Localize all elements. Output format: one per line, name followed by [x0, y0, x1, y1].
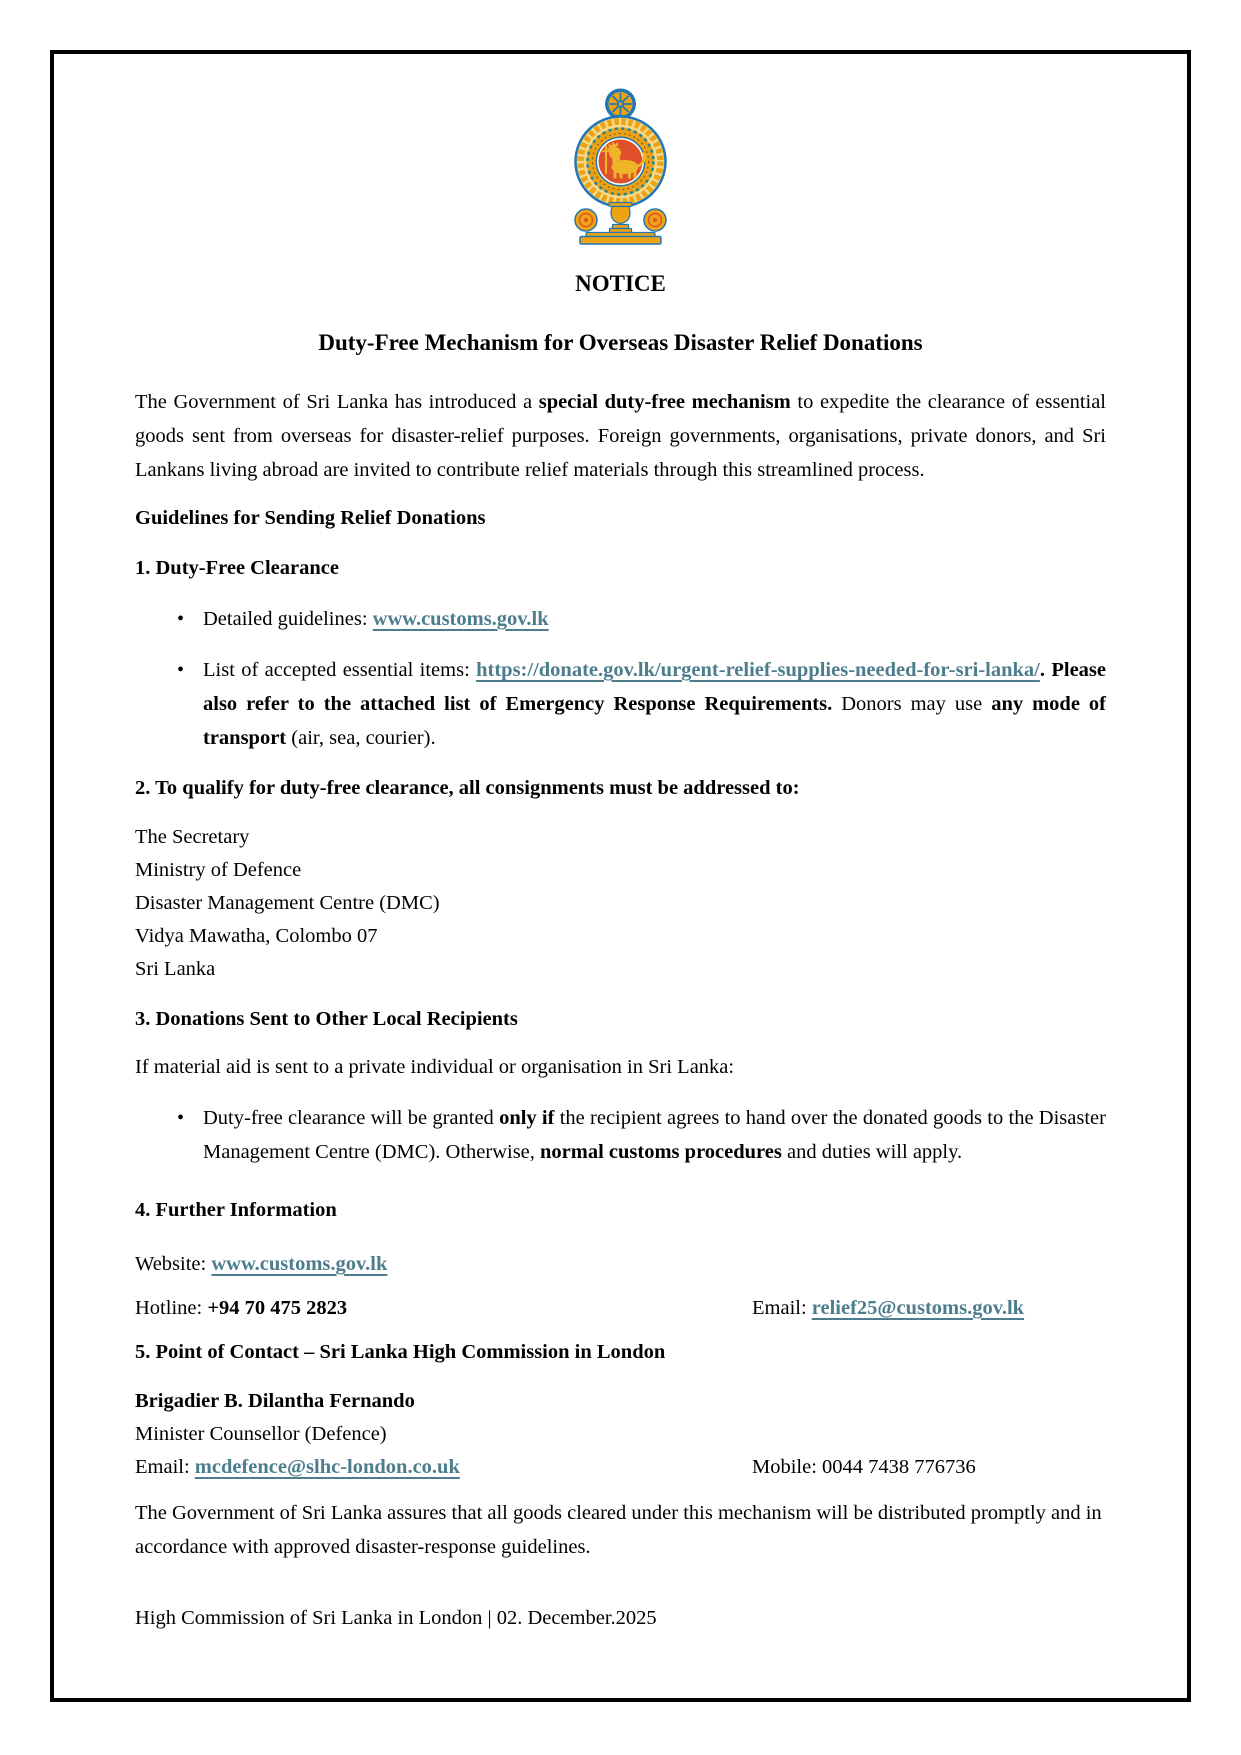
section3-lead: If material aid is sent to a private individual or organisation in Sri Lanka:: [135, 1056, 735, 1078]
address-line-ministry: Ministry of Defence: [135, 859, 302, 881]
defence-email-label: Email:: [135, 1456, 195, 1478]
hotline-number: +94 70 475 2823: [207, 1297, 348, 1319]
email-label: Email:: [752, 1297, 812, 1319]
medallion-icon: [576, 117, 666, 207]
section5-heading: 5. Point of Contact – Sri Lanka High Commission in London: [135, 1341, 666, 1363]
guidelines-heading: Guidelines for Sending Relief Donations: [135, 507, 486, 529]
defence-email-link[interactable]: mcdefence@slhc-london.co.uk: [194, 1456, 460, 1478]
website-line: [135, 1247, 1106, 1281]
closing-paragraph: The Government of Sri Lanka assures that all goods cleared under this mechanism will be distributed promptly and in accordance with approved disaster-response guidelines.: [135, 1502, 1102, 1558]
text-segment: any mode of transport: [203, 693, 1106, 749]
relief-email-link[interactable]: relief25@customs.gov.lk: [811, 1297, 1025, 1319]
mobile-label: Mobile:: [752, 1456, 823, 1478]
hotline-contact: [135, 1297, 347, 1319]
mobile-number: 0044 7438 776736: [822, 1456, 976, 1478]
hotline-label: Hotline:: [135, 1297, 208, 1319]
section4-heading: 4. Further Information: [135, 1199, 337, 1221]
contact-title: Minister Counsellor (Defence): [135, 1423, 387, 1445]
address-line-dmc: Disaster Management Centre (DMC): [135, 892, 440, 914]
pedestal-icon: [580, 233, 661, 245]
text-segment: List of accepted essential items:: [203, 659, 477, 681]
address-block: [135, 821, 1106, 986]
address-line-street: Vidya Mawatha, Colombo 07: [135, 925, 378, 947]
inline-link[interactable]: https://donate.gov.lk/urgent-relief-supplies-needed-for-sri-lanka/: [476, 659, 1040, 681]
sun-icon: [644, 209, 666, 231]
mobile-contact: [752, 1451, 976, 1484]
vase-icon: [609, 203, 632, 233]
footer-line: High Commission of Sri Lanka in London | 02. December.2025: [135, 1607, 657, 1629]
notice-heading: NOTICE: [575, 271, 666, 296]
document-title: Duty-Free Mechanism for Overseas Disaster Relief Donations: [318, 330, 923, 355]
text-segment: Donors may use: [832, 693, 992, 715]
text-segment: and duties will apply.: [781, 1141, 963, 1163]
intro-paragraph: [135, 385, 1106, 487]
text-segment: The Government of Sri Lanka has introduced a: [135, 391, 539, 413]
defence-email-contact: [135, 1456, 460, 1478]
bullet-accepted-items: [135, 653, 1106, 755]
contact-block: [135, 1385, 1106, 1484]
text-segment: . Please also refer to the attached list of Emergency Response Requirements.: [203, 659, 1106, 715]
email-contact: [752, 1291, 1024, 1325]
bullet-detailed-guidelines: [135, 602, 1106, 636]
email-mobile-row: [135, 1451, 1106, 1484]
text-segment: special duty-free mechanism: [538, 391, 791, 413]
section1-heading: 1. Duty-Free Clearance: [135, 557, 339, 579]
text-segment: Duty-free clearance will be granted: [203, 1107, 500, 1129]
address-line-country: Sri Lanka: [135, 958, 216, 980]
moon-icon: [575, 209, 597, 231]
text-segment: to expedite the clearance of essential goods sent from overseas for disaster-relief purposes. Foreign governments, organisations, private donors, and Sri Lankans living abroad are invited to contribute relief materials through this streamlined process.: [135, 391, 1106, 481]
text-segment: Detailed guidelines:: [203, 608, 373, 630]
hotline-email-row: [135, 1291, 1106, 1325]
address-line-secretary: The Secretary: [135, 826, 250, 848]
sri-lanka-coat-of-arms-icon: [563, 84, 678, 249]
text-segment: normal customs procedures: [540, 1141, 782, 1163]
customs-website-link[interactable]: www.customs.gov.lk: [211, 1253, 388, 1275]
dharma-chakra-icon: [605, 89, 636, 120]
contact-name: Brigadier B. Dilantha Fernando: [135, 1390, 415, 1412]
website-label: Website:: [135, 1253, 212, 1275]
text-segment: the recipient agrees to hand over the donated goods to the Disaster Management Centre (DMC). Otherwise,: [203, 1107, 1106, 1163]
inline-link[interactable]: www.customs.gov.lk: [372, 608, 549, 630]
page-border: [50, 50, 1191, 1702]
text-segment: (air, sea, courier).: [286, 727, 436, 749]
section2-heading: 2. To qualify for duty-free clearance, all consignments must be addressed to:: [135, 777, 800, 799]
emblem-container: [135, 84, 1106, 249]
text-segment: only if: [499, 1107, 555, 1129]
bullet-dmc-handover: [135, 1101, 1106, 1169]
section3-heading: 3. Donations Sent to Other Local Recipients: [135, 1008, 518, 1030]
